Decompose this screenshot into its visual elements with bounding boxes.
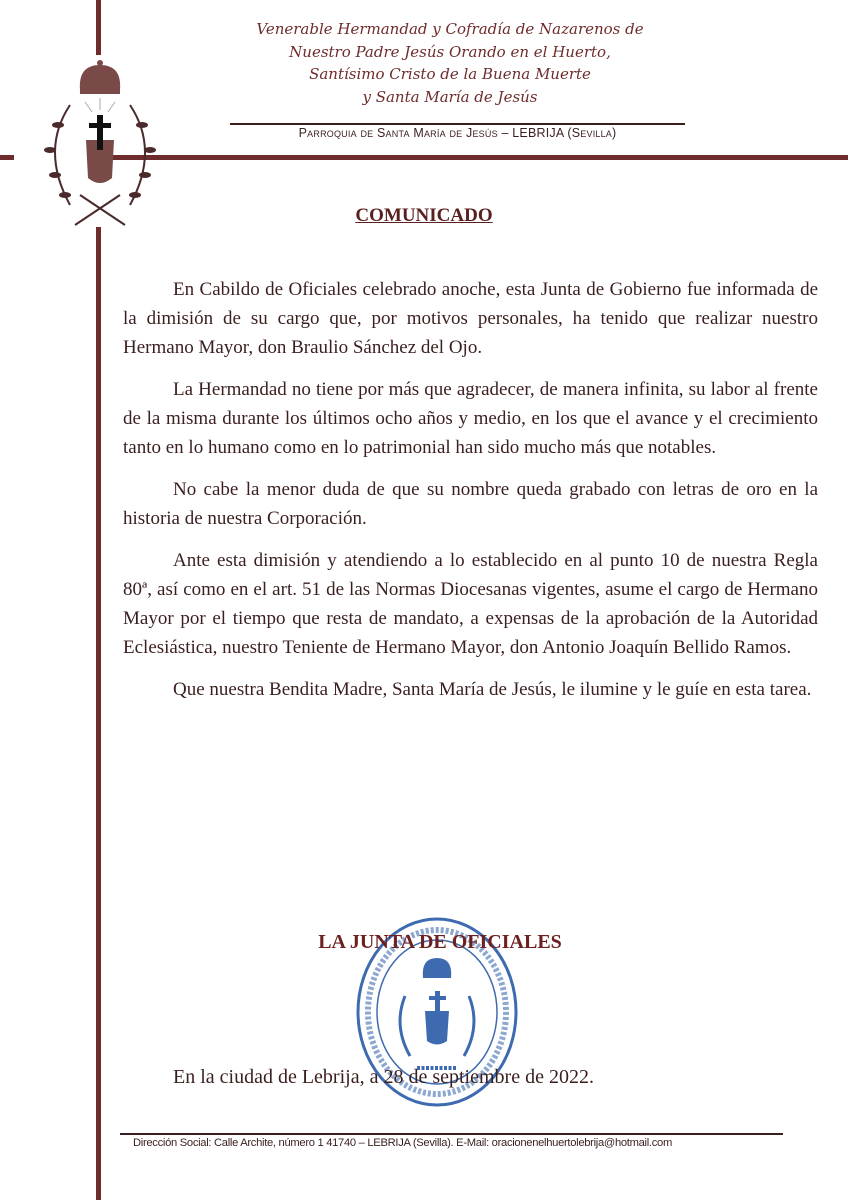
paragraph: No cabe la menor duda de que su nombre queda grabado con letras de oro en la historia de nuestra Corporación. [123,479,818,529]
title-line: Santísimo Cristo de la Buena Muerte [309,65,591,83]
date-line: En la ciudad de Lebrija, a 28 de septiembre de 2022. [173,1066,594,1088]
document-body [123,275,818,717]
title-line: Nuestro Padre Jesús Orando en el Huerto, [289,42,611,61]
paragraph: Ante esta dimisión y atendiendo a lo establecido en al punto 10 de nuestra Regla 80ª, así como en el art. 51 de las Normas Diocesanas vigentes, asume el cargo de Hermano Mayor por el tiempo que resta de mandato, a expensas de la aprobación de la Autoridad Eclesiástica, nuestro Teniente de Hermano Mayor, don Antonio Joaquín Bellido Ramos. [123,550,818,658]
title-underline [230,123,685,125]
paragraph: En Cabildo de Oficiales celebrado anoche, esta Junta de Gobierno fue informada de la dimisión de su cargo que, por motivos personales, ha tenido que realizar nuestro Hermano Mayor, don Braulio Sánchez del Ojo. [123,279,818,358]
footer-address: Dirección Social: Calle Archite, número 1 41740 – LEBRIJA (Sevilla). E-Mail: oracionenelhuertolebrija@hotmail.com [133,1137,672,1149]
title-line: y Santa María de Jesús [362,87,538,106]
paragraph: Que nuestra Bendita Madre, Santa María de Jesús, le ilumine y le guíe en esta tarea. [173,679,812,700]
footer-rule [120,1133,783,1135]
title-line: Venerable Hermandad y Cofradía de Nazarenos de [256,20,644,38]
paragraph: La Hermandad no tiene por más que agradecer, de manera infinita, su labor al frente de la misma durante los últimos ocho años y medio, en los que el avance y el crecimiento tanto en lo humano como en lo patrimonial han sido mucho más que notables. [123,379,818,458]
document-heading: COMUNICADO [355,205,493,226]
parish-name: Parroquia de Santa María de Jesús – LEBRIJA (Sevilla) [298,126,617,140]
brotherhood-name [230,18,670,108]
signature: LA JUNTA DE OFICIALES [318,931,562,953]
